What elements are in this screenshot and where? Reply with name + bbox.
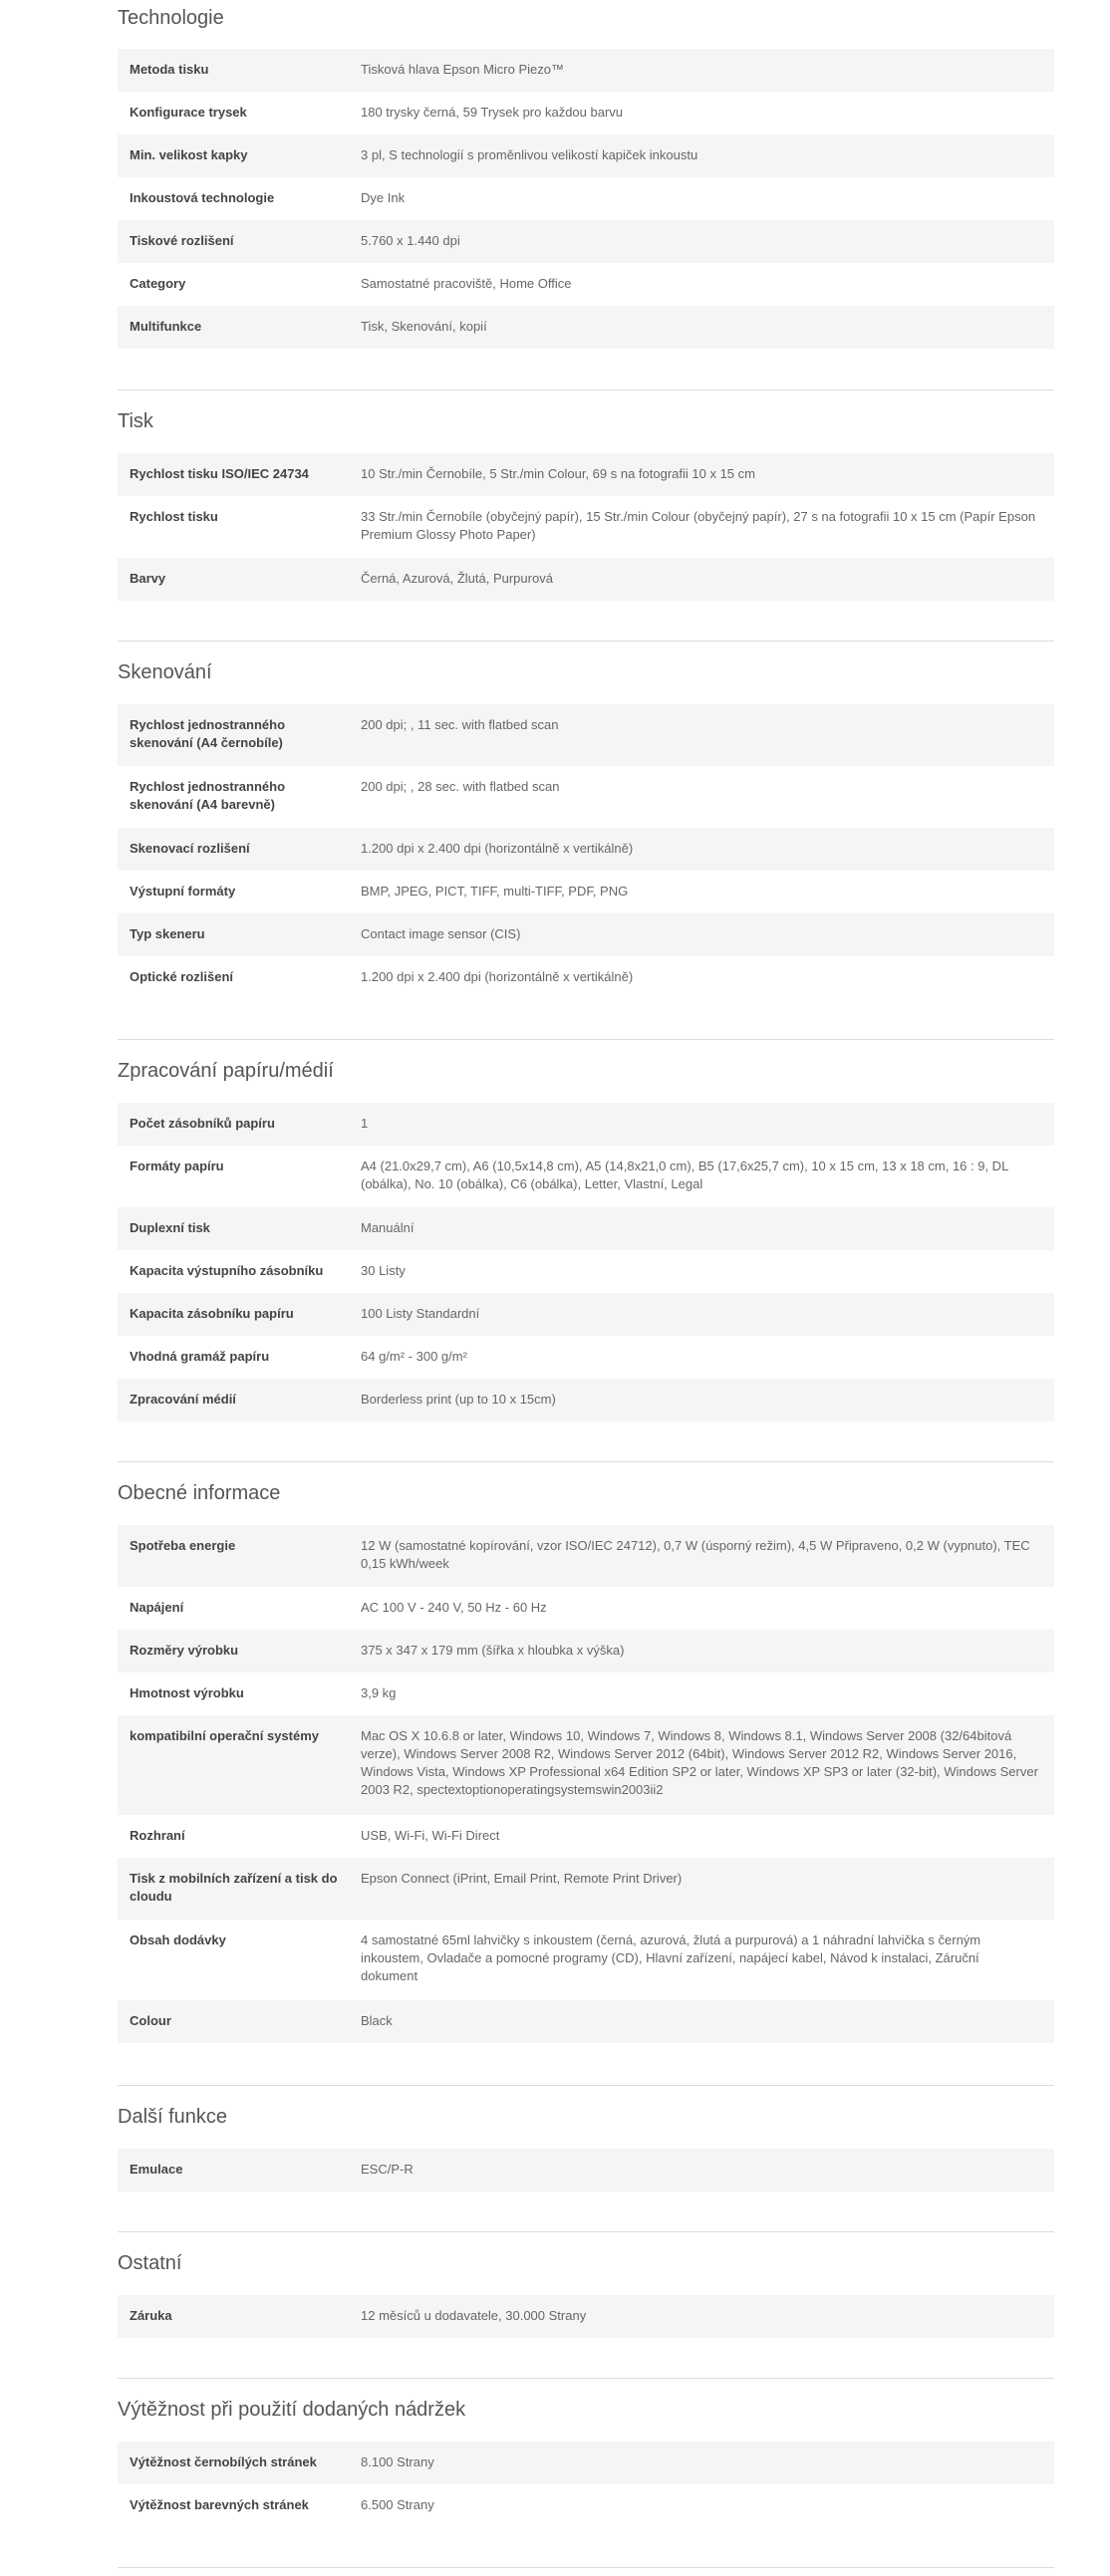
spec-table <box>118 2149 1054 2191</box>
section-vytéznost <box>118 2398 1054 2512</box>
section-divider <box>118 389 1054 390</box>
spec-row <box>118 2484 1054 2527</box>
spec-label: Emulace <box>130 2162 183 2177</box>
section-title: Ostatní <box>118 2252 182 2274</box>
spec-row <box>118 49 1054 92</box>
spec-value: USB, Wi-Fi, Wi-Fi Direct <box>361 1828 500 1843</box>
spec-row <box>118 1630 1054 1673</box>
spec-row <box>118 1293 1054 1336</box>
section-dalsi-funkce <box>118 2105 1054 2177</box>
spec-value: 4 samostatné 65ml lahvičky s inkoustem (černá, azurová, žlutá a purpurová) a 1 náhradní lahvička s černým inkoustem, Ovladače a pomocné programy (CD), Hlavní zařízení, napájecí kabel, Návod k instalaci, Záruční dokument <box>361 1932 981 1983</box>
spec-label: Tiskové rozlišení <box>130 233 234 248</box>
spec-label: Min. velikost kapky <box>130 147 248 162</box>
spec-label: Inkoustová technologie <box>130 190 275 205</box>
spec-row <box>118 704 1054 766</box>
spec-label: Multifunkce <box>130 319 202 334</box>
spec-row <box>118 453 1054 496</box>
spec-value: Samostatné pracoviště, Home Office <box>361 276 572 291</box>
spec-row <box>118 134 1054 177</box>
spec-label: Typ skeneru <box>130 926 205 941</box>
spec-label: Rychlost jednostranného skenování (A4 černobíle) <box>130 717 286 750</box>
section-title: Zpracování papíru/médií <box>118 1060 334 1082</box>
spec-label: Rychlost tisku ISO/IEC 24734 <box>130 466 309 481</box>
spec-value: 200 dpi; , 28 sec. with flatbed scan <box>361 779 560 794</box>
spec-row <box>118 2000 1054 2043</box>
spec-row <box>118 1379 1054 1421</box>
section-zpracovani-papiru <box>118 1059 1054 1407</box>
section-divider <box>118 1039 1054 1040</box>
spec-value: 1.200 dpi x 2.400 dpi (horizontálně x vertikálně) <box>361 969 634 984</box>
spec-row <box>118 263 1054 306</box>
section-skenovani <box>118 660 1054 984</box>
spec-table <box>118 704 1054 999</box>
spec-table <box>118 453 1054 601</box>
spec-value: 10 Str./min Černobíle, 5 Str./min Colour, 69 s na fotografii 10 x 15 cm <box>361 466 755 481</box>
spec-label: Počet zásobníků papíru <box>130 1116 275 1131</box>
spec-value: 12 W (samostatné kopírování, vzor ISO/IEC 24712), 0,7 W (úsporný režim), 4,5 W Připraveno, 0,2 W (vypnuto), TEC 0,15 kWh/week <box>361 1538 1030 1571</box>
section-title: Skenování <box>118 661 212 683</box>
spec-label: Skenovací rozlišení <box>130 841 250 856</box>
spec-label: Category <box>130 276 186 291</box>
spec-value: Tisková hlava Epson Micro Piezo™ <box>361 62 564 77</box>
spec-label: Výtěžnost černobílých stránek <box>130 2454 317 2469</box>
section-title: Tisk <box>118 410 153 432</box>
section-technologie <box>118 6 1054 334</box>
section-title: Obecné informace <box>118 1482 281 1504</box>
spec-value: Dye Ink <box>361 190 406 205</box>
spec-value: Černá, Azurová, Žlutá, Purpurová <box>361 571 553 586</box>
spec-row <box>118 2442 1054 2484</box>
spec-row <box>118 1250 1054 1293</box>
spec-label: Optické rozlišení <box>130 969 234 984</box>
spec-row <box>118 1815 1054 1858</box>
spec-label: Spotřeba energie <box>130 1538 236 1553</box>
spec-value: Manuální <box>361 1220 415 1235</box>
spec-row <box>118 766 1054 828</box>
section-title: Další funkce <box>118 2106 228 2128</box>
spec-label: Barvy <box>130 571 166 586</box>
spec-label: Záruka <box>130 2308 172 2323</box>
spec-label: Tisk z mobilních zařízení a tisk do cloudu <box>130 1871 338 1904</box>
spec-value: 8.100 Strany <box>361 2454 434 2469</box>
spec-label: Rozhraní <box>130 1828 185 1843</box>
spec-value: 6.500 Strany <box>361 2497 434 2512</box>
section-divider <box>118 2085 1054 2086</box>
spec-row <box>118 1207 1054 1250</box>
section-obecne-informace <box>118 1481 1054 2028</box>
spec-row <box>118 1673 1054 1715</box>
spec-row <box>118 2149 1054 2191</box>
spec-row <box>118 913 1054 956</box>
spec-label: Hmotnost výrobku <box>130 1685 244 1700</box>
spec-value: 33 Str./min Černobíle (obyčejný papír), 15 Str./min Colour (obyčejný papír), 27 s na fotografii 10 x 15 cm (Papír Epson Premium Glossy Photo Paper) <box>361 509 1036 542</box>
spec-value: Tisk, Skenování, kopií <box>361 319 487 334</box>
spec-label: Obsah dodávky <box>130 1932 226 1947</box>
spec-table <box>118 2442 1054 2527</box>
spec-value: A4 (21.0x29,7 cm), A6 (10,5x14,8 cm), A5 (14,8x21,0 cm), B5 (17,6x25,7 cm), 10 x 15 cm, 13 x 18 cm, 16 : 9, DL (obálka), No. 10 (obálka), C6 (obálka), Letter, Vlastní, Legal <box>361 1159 1008 1191</box>
spec-row <box>118 1525 1054 1587</box>
section-divider <box>118 641 1054 642</box>
spec-label: Výstupní formáty <box>130 884 236 899</box>
section-title: Výtěžnost při použití dodaných nádržek <box>118 2399 466 2421</box>
spec-label: kompatibilní operační systémy <box>130 1728 320 1743</box>
spec-table <box>118 1525 1054 2043</box>
spec-label: Konfigurace trysek <box>130 105 247 120</box>
spec-label: Kapacita zásobníku papíru <box>130 1306 294 1321</box>
spec-value: 12 měsíců u dodavatele, 30.000 Strany <box>361 2308 587 2323</box>
section-tisk <box>118 409 1054 586</box>
spec-label: Vhodná gramáž papíru <box>130 1349 270 1364</box>
spec-value: Black <box>361 2013 393 2028</box>
spec-label: Rozměry výrobku <box>130 1643 239 1658</box>
spec-value: 200 dpi; , 11 sec. with flatbed scan <box>361 717 559 732</box>
spec-label: Rychlost jednostranného skenování (A4 barevně) <box>130 779 286 812</box>
spec-value: 100 Listy Standardní <box>361 1306 480 1321</box>
spec-row <box>118 496 1054 558</box>
spec-label: Colour <box>130 2013 171 2028</box>
spec-value: 30 Listy <box>361 1263 406 1278</box>
spec-row <box>118 956 1054 999</box>
section-title: Technologie <box>118 7 224 29</box>
spec-value: ESC/P-R <box>361 2162 414 2177</box>
spec-value: 375 x 347 x 179 mm (šířka x hloubka x výška) <box>361 1643 625 1658</box>
spec-value: AC 100 V - 240 V, 50 Hz - 60 Hz <box>361 1600 547 1615</box>
spec-row <box>118 558 1054 601</box>
spec-label: Formáty papíru <box>130 1159 224 1173</box>
spec-table <box>118 49 1054 349</box>
spec-value: 1 <box>361 1116 369 1131</box>
spec-label: Rychlost tisku <box>130 509 218 524</box>
spec-value: BMP, JPEG, PICT, TIFF, multi-TIFF, PDF, PNG <box>361 884 629 899</box>
spec-label: Výtěžnost barevných stránek <box>130 2497 309 2512</box>
spec-row <box>118 1858 1054 1920</box>
spec-value: 1.200 dpi x 2.400 dpi (horizontálně x vertikálně) <box>361 841 634 856</box>
section-divider <box>118 1461 1054 1462</box>
spec-value: Contact image sensor (CIS) <box>361 926 521 941</box>
spec-row <box>118 1336 1054 1379</box>
spec-value: 5.760 x 1.440 dpi <box>361 233 460 248</box>
spec-row <box>118 2295 1054 2338</box>
spec-label: Metoda tisku <box>130 62 209 77</box>
spec-value: Borderless print (up to 10 x 15cm) <box>361 1392 556 1407</box>
spec-row <box>118 828 1054 871</box>
spec-value: 64 g/m² - 300 g/m² <box>361 1349 467 1364</box>
section-ostatni <box>118 2251 1054 2323</box>
spec-label: Zpracování médií <box>130 1392 236 1407</box>
spec-row <box>118 1587 1054 1630</box>
spec-row <box>118 92 1054 134</box>
spec-row <box>118 306 1054 349</box>
spec-label: Duplexní tisk <box>130 1220 210 1235</box>
spec-label: Napájení <box>130 1600 184 1615</box>
spec-row <box>118 1103 1054 1146</box>
spec-row <box>118 871 1054 913</box>
spec-row <box>118 1920 1054 2000</box>
spec-label: Kapacita výstupního zásobníku <box>130 1263 324 1278</box>
section-divider <box>118 2378 1054 2379</box>
spec-row <box>118 1146 1054 1207</box>
spec-value: 3,9 kg <box>361 1685 397 1700</box>
spec-table <box>118 1103 1054 1421</box>
spec-table <box>118 2295 1054 2338</box>
spec-value: 3 pl, S technologií s proměnlivou velikostí kapiček inkoustu <box>361 147 698 162</box>
section-divider <box>118 2567 1054 2568</box>
spec-row <box>118 1715 1054 1815</box>
spec-value: 180 trysky černá, 59 Trysek pro každou barvu <box>361 105 624 120</box>
spec-row <box>118 220 1054 263</box>
spec-row <box>118 177 1054 220</box>
spec-value: Epson Connect (iPrint, Email Print, Remote Print Driver) <box>361 1871 683 1886</box>
section-divider <box>118 2231 1054 2232</box>
spec-value: Mac OS X 10.6.8 or later, Windows 10, Windows 7, Windows 8, Windows 8.1, Windows Server 2008 (32/64bitová verze), Windows Server 2008 R2, Windows Server 2012 (64bit), Windows Server 2012 R2, Windows Server 2016, Windows Vista, Windows XP Professional x64 Edition SP2 or later, Windows XP SP3 or later (32-bit), Windows Server 2003 R2, spectextoptionoperatingsystemswin2003ii2 <box>361 1728 1038 1797</box>
